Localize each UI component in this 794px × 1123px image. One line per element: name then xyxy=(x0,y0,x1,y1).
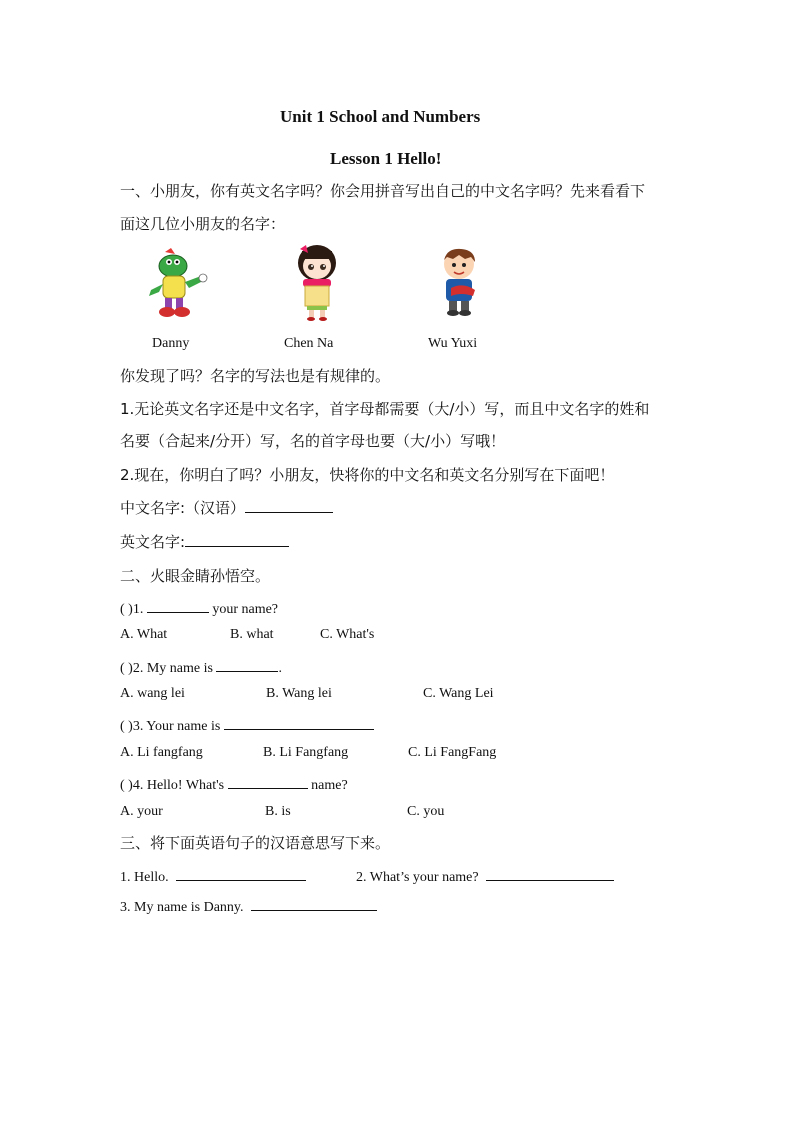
question-text: your name? xyxy=(208,602,279,617)
question-text: 1. xyxy=(132,602,147,617)
dinosaur-icon xyxy=(145,248,210,320)
question-text: 2. My name is xyxy=(132,661,217,676)
option: C. What's xyxy=(320,627,375,642)
question-blank[interactable] xyxy=(224,715,374,730)
character-name-wu-yuxi: Wu Yuxi xyxy=(428,336,478,351)
option: A. your xyxy=(120,804,163,819)
translate-blank[interactable] xyxy=(251,896,377,911)
option: B. what xyxy=(230,627,274,642)
translate-item-3 xyxy=(120,896,377,916)
option: A. Li fangfang xyxy=(120,745,203,760)
translate-blank[interactable] xyxy=(176,866,306,881)
english-name-blank[interactable] xyxy=(185,532,289,547)
option: A. wang lei xyxy=(120,686,185,701)
answer-paren[interactable]: ( ) xyxy=(120,602,133,617)
option: B. Li Fangfang xyxy=(263,745,349,760)
answer-paren[interactable]: ( ) xyxy=(120,778,133,793)
now-line: 2.现在，你明白了吗？小朋友，快将你的中文名和英文名分别写在下面吧！ xyxy=(120,466,615,484)
answer-paren[interactable]: ( ) xyxy=(120,661,133,676)
section1-intro-line1: 一、小朋友，你有英文名字吗？你会用拼音写出自己的中文名字吗？先来看看下 xyxy=(120,182,646,200)
english-name-row xyxy=(120,531,289,552)
rule-line2: 名要（合起来/分开）写，名的首字母也要（大/小）写哦！ xyxy=(120,432,506,450)
translate-text: 1. Hello. xyxy=(120,870,169,885)
question-text: 4. Hello! What's xyxy=(132,778,228,793)
option: C. you xyxy=(407,804,445,819)
unit-title: Unit 1 School and Numbers xyxy=(280,107,481,126)
chinese-name-row xyxy=(120,497,333,518)
character-name-chen-na: Chen Na xyxy=(284,336,334,351)
option: C. Wang Lei xyxy=(423,686,494,701)
question-4 xyxy=(120,774,348,794)
translate-text: 2. What’s your name? xyxy=(356,870,479,885)
question-1 xyxy=(120,598,278,618)
translate-item-2 xyxy=(356,866,614,886)
section1-intro-line2: 面这几位小朋友的名字： xyxy=(120,215,286,233)
question-blank[interactable] xyxy=(228,774,308,789)
character-name-danny: Danny xyxy=(152,336,190,351)
chinese-name-blank[interactable] xyxy=(245,498,333,513)
discover-text: 你发现了吗？名字的写法也是有规律的。 xyxy=(120,367,391,385)
rule-line1: 1.无论英文名字还是中文名字，首字母都需要（大/小）写，而且中文名字的姓和 xyxy=(120,400,650,418)
question-text: 3. Your name is xyxy=(132,719,224,734)
lesson-title: Lesson 1 Hello! xyxy=(330,149,442,168)
question-blank[interactable] xyxy=(216,657,278,672)
option: B. Wang lei xyxy=(266,686,332,701)
translate-item-1 xyxy=(120,866,306,886)
question-text: . xyxy=(278,661,282,676)
section2-heading: 二、火眼金睛孙悟空。 xyxy=(120,567,271,585)
chinese-name-label: 中文名字:（汉语） xyxy=(120,499,246,517)
section3-heading: 三、将下面英语句子的汉语意思写下来。 xyxy=(120,834,391,852)
translate-blank[interactable] xyxy=(486,866,614,881)
boy-icon xyxy=(435,246,485,318)
english-name-label: 英文名字: xyxy=(120,533,186,551)
question-2 xyxy=(120,657,282,677)
answer-paren[interactable]: ( ) xyxy=(120,719,133,734)
question-blank[interactable] xyxy=(147,598,209,613)
question-3 xyxy=(120,715,374,735)
girl-icon xyxy=(290,243,345,321)
option: A. What xyxy=(120,627,168,642)
translate-text: 3. My name is Danny. xyxy=(120,900,244,915)
question-text: name? xyxy=(307,778,348,793)
option: B. is xyxy=(265,804,291,819)
option: C. Li FangFang xyxy=(408,745,497,760)
